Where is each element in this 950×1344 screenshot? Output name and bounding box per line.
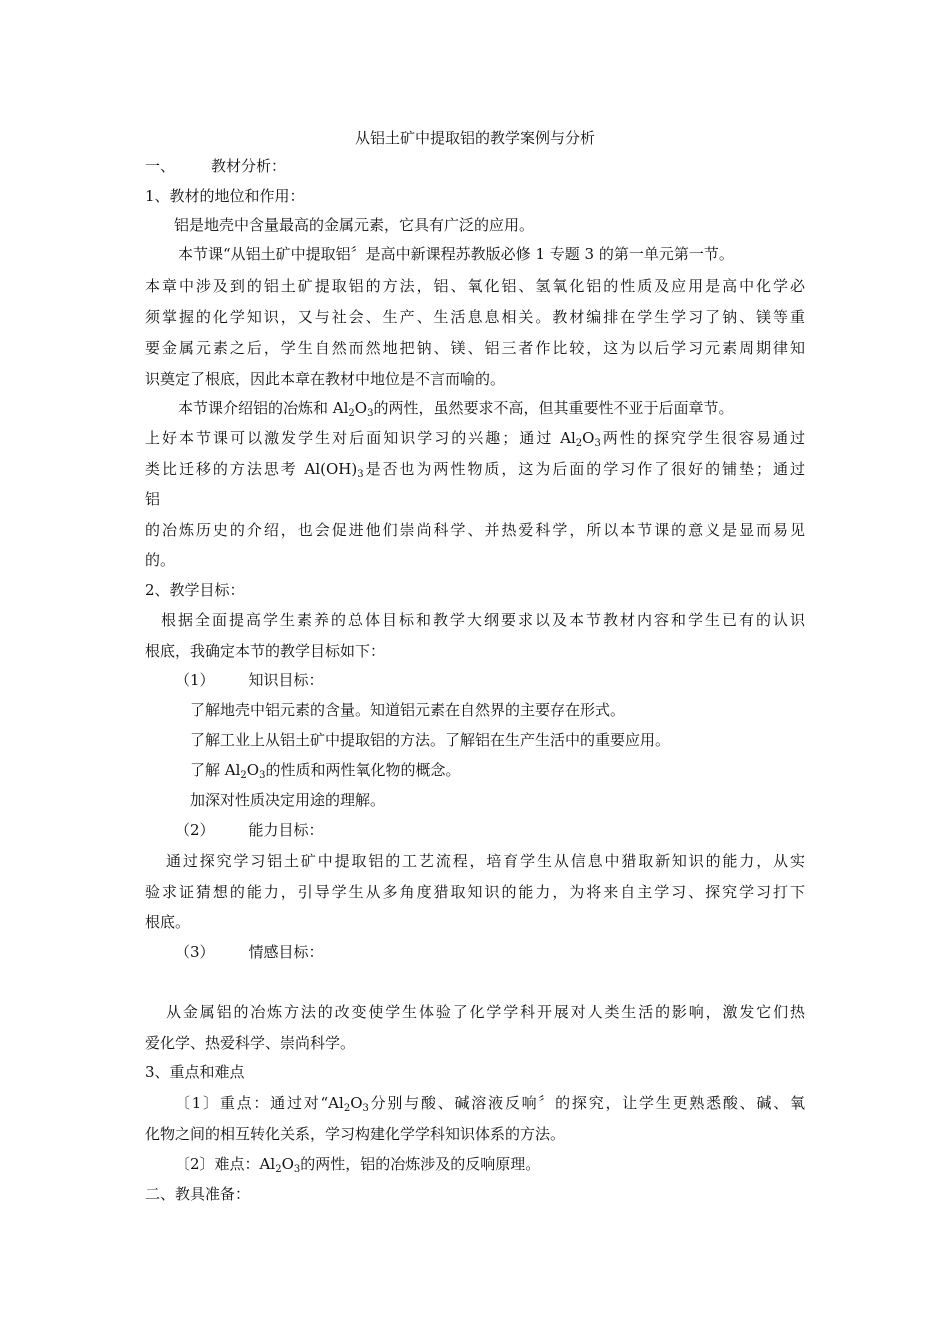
text-run: O (246, 761, 260, 779)
text-run: O (350, 1094, 363, 1112)
subscript: 3 (594, 438, 601, 449)
text-run: 是否也为两性物质，这为后面的学习作了很好的铺垫；通过 (363, 460, 805, 478)
section-heading-1 (145, 156, 286, 176)
paragraph-line: 铝 (145, 490, 161, 508)
paragraph-line (145, 428, 805, 448)
paragraph-line (178, 398, 733, 418)
paragraph-line: 要金属元素之后，学生自然而然地把钠、镁、铝三者作比较，这为以后学习元素周期律知 (145, 339, 805, 357)
text-run: 的两性，铝的冶炼涉及的反响原理。 (300, 1155, 541, 1173)
text-run: 上好本节课可以激发学生对后面知识学习的兴趣；通过 Al (145, 429, 576, 447)
item-number: （1） (175, 671, 215, 689)
paragraph-line: 铝是地壳中含量最高的金属元素，它具有广泛的应用。 (174, 216, 535, 234)
subscript: 3 (293, 1164, 301, 1175)
subscript: 2 (343, 1103, 351, 1114)
paragraph-line: 根底，我确定本节的教学目标如下： (145, 642, 386, 660)
subsection-heading: 3、重点和难点 (145, 1063, 245, 1081)
list-item: 了解工业上从铝土矿中提取铝的方法。了解铝在生产生活中的重要应用。 (190, 731, 671, 749)
paragraph-line: 的冶炼历史的介绍，也会促进他们崇尚科学、并热爱科学，所以本节课的意义是显而易见 (145, 521, 805, 539)
subsection-heading: 1、教材的地位和作用： (145, 187, 305, 205)
paragraph-line: 从金属铝的冶炼方法的改变使学生体验了化学学科开展对人类生活的影响，激发它们热 (166, 1003, 805, 1021)
list-item: 了解地壳中铝元素的含量。知道铝元素在自然界的主要存在形式。 (190, 701, 626, 719)
paragraph-line (175, 1093, 805, 1113)
list-item: 加深对性质决定用途的理解。 (190, 791, 386, 809)
item-title: 知识目标： (248, 671, 324, 689)
text-run: 两性的探究学生很容易通过 (600, 429, 805, 447)
goal-heading-emotion (175, 942, 324, 962)
item-title: 情感目标： (248, 943, 324, 961)
subscript: 3 (362, 1103, 369, 1114)
text-run: 〔1〕重点：通过对“Al (175, 1094, 344, 1112)
paragraph-line: 通过探究学习铝土矿中提取铝的工艺流程，培育学生从信息中猎取新知识的能力，从实 (166, 852, 805, 870)
subscript: 3 (259, 770, 266, 781)
text-run: 分别与酸、碱溶液反响〞的探究，让学生更熟悉酸、碱、氧 (368, 1094, 805, 1112)
page-title: 从铝土矿中提取铝的教学案例与分析 (354, 129, 595, 147)
item-title: 能力目标： (248, 821, 324, 839)
item-number: （2） (175, 821, 215, 839)
subscript: 2 (575, 438, 583, 449)
list-item (190, 760, 460, 780)
text-run: O (354, 399, 368, 417)
paragraph-line (145, 459, 805, 479)
text-run: 本节课介绍铝的冶炼和 Al (178, 399, 349, 417)
paragraph-line: 的。 (145, 551, 176, 569)
text-run: 了解 Al (190, 761, 241, 779)
paragraph-line: 识奠定了根底，因此本章在教材中地位是不言而喻的。 (145, 370, 506, 388)
text-run: 〔2〕难点：Al (175, 1155, 276, 1173)
subscript: 3 (357, 469, 364, 480)
paragraph-line: 须掌握的化学知识，又与社会、生产、生活息息相关。教材编排在学生学习了钠、镁等重 (145, 308, 805, 326)
paragraph-line: 根底。 (145, 913, 191, 931)
section-heading-2: 二、教具准备： (145, 1185, 251, 1203)
subscript: 2 (348, 408, 355, 419)
paragraph-line: 根据全面提高学生素养的总体目标和教学大纲要求以及本节教材内容和学生已有的认识 (161, 611, 805, 629)
text-run: 的两性，虽然要求不高，但其重要性不亚于后面章节。 (373, 399, 734, 417)
paragraph-line: 爱化学、热爱科学、崇尚科学。 (145, 1034, 356, 1052)
paragraph-line: 验求证猜想的能力，引导学生从多角度猎取知识的能力，为将来自主学习、探究学习打下 (145, 883, 805, 901)
text-run: O (281, 1155, 294, 1173)
text-run: 类比迁移的方法思考 Al(OH) (145, 460, 358, 478)
subscript: 2 (275, 1164, 282, 1175)
paragraph-line: 本章中涉及到的铝土矿提取铝的方法，铝、氧化铝、氢氧化铝的性质及应用是高中化学必 (145, 277, 805, 295)
paragraph-line: 本节课“从铝土矿中提取铝〞是高中新课程苏教版必修 1 专题 3 的第一单元第一节。 (178, 245, 734, 263)
goal-heading-knowledge (175, 670, 324, 690)
section-title: 教材分析： (211, 157, 287, 175)
subscript: 2 (240, 770, 247, 781)
section-number: 一、 (145, 157, 176, 175)
subscript: 3 (367, 408, 374, 419)
text-run: 的性质和两性氧化物的概念。 (265, 761, 461, 779)
goal-heading-ability (175, 820, 324, 840)
paragraph-line (175, 1154, 540, 1174)
paragraph-line: 化物之间的相互转化关系，学习构建化学学科知识体系的方法。 (145, 1125, 566, 1143)
subsection-heading: 2、教学目标： (145, 581, 245, 599)
text-run: O (582, 429, 595, 447)
item-number: （3） (175, 943, 215, 961)
